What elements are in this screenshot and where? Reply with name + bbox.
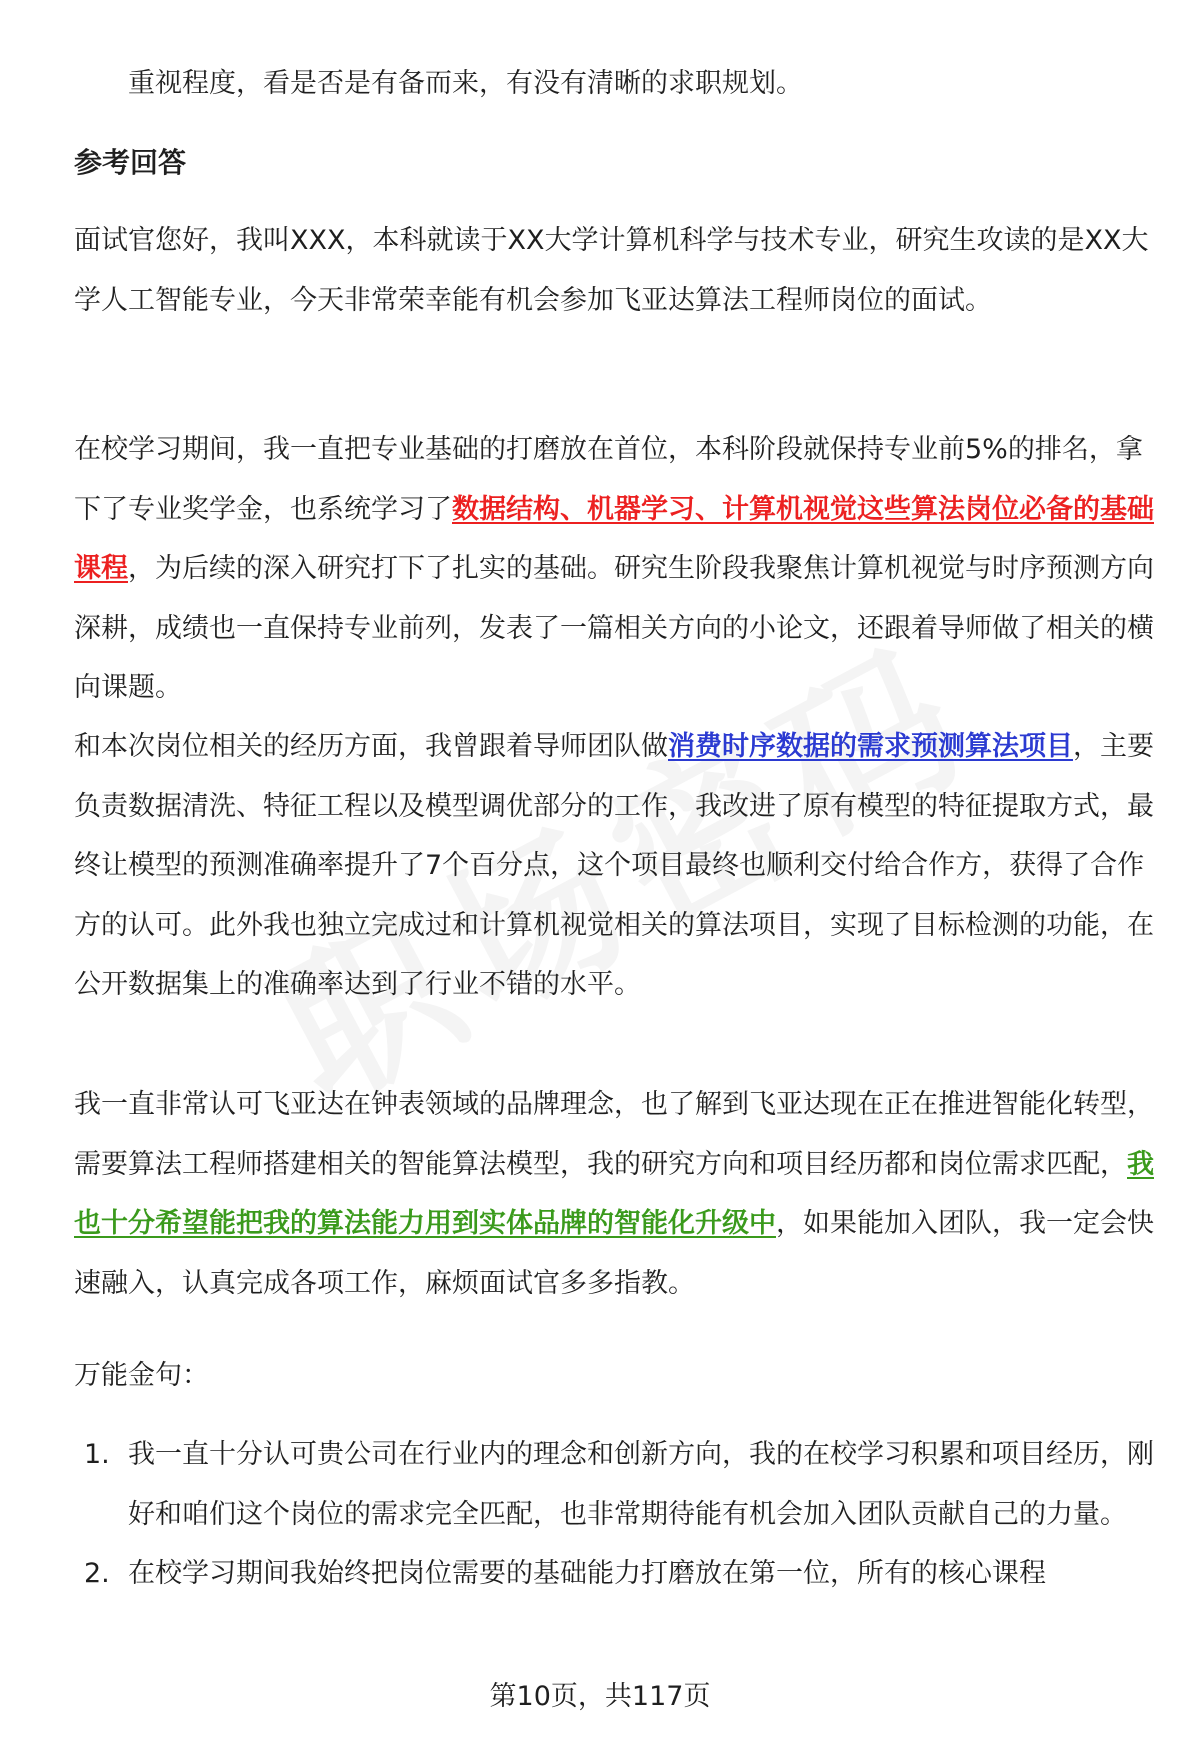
list-item-text: 我一直十分认可贵公司在行业内的理念和创新方向，我的在校学习积累和项目经历，刚好和咱们这个岗位的需求完全匹配，也非常期待能有机会加入团队贡献自己的力量。 [128, 1439, 1154, 1530]
study-text-a: 在校学习期间，我一直把专业基础的打磨放在首位，本科阶段就保持专业前5%的排名，拿下了专业奖学金，也系统学习了 [74, 434, 1143, 525]
list-number: 1. [84, 1439, 110, 1470]
highlight-project: 消费时序数据的需求预测算法项目 [668, 731, 1073, 762]
golden-sentences-list [74, 1425, 1154, 1604]
paragraph-continuation: 重视程度，看是否是有备而来，有没有清晰的求职规划。 [128, 68, 803, 99]
page-footer: 第10页，共117页 [489, 1681, 711, 1712]
list-item-text: 在校学习期间我始终把岗位需要的基础能力打磨放在第一位，所有的核心课程 [128, 1558, 1046, 1589]
study-text-b: ，为后续的深入研究打下了扎实的基础。研究生阶段我聚焦计算机视觉与时序预测方向深耕，成绩也一直保持专业前列，发表了一篇相关方向的小论文，还跟着导师做了相关的横向课题。 [74, 553, 1154, 703]
list-item [74, 1544, 1154, 1604]
exp-text-a: 和本次岗位相关的经历方面，我曾跟着导师团队做 [74, 731, 668, 762]
paragraph-experience [74, 717, 1154, 1015]
section-heading: 参考回答 [74, 146, 187, 179]
exp-text-b: ，主要负责数据清洗、特征工程以及模型调优部分的工作，我改进了原有模型的特征提取方式，最终让模型的预测准确率提升了7个百分点，这个项目最终也顺利交付给合作方，获得了合作方的认可。此外我也独立完成过和计算机视觉相关的算法项目，实现了目标检测的功能，在公开数据集上的准确率达到了行业不错的水平。 [74, 731, 1154, 1000]
highlight-courses: 数据结构、机器学习、计算机视觉这些算法岗位必备的基础课程 [74, 493, 1154, 584]
paragraph-brand [74, 1075, 1154, 1313]
paragraph-study [74, 420, 1154, 718]
highlight-aspiration: 我也十分希望能把我的算法能力用到实体品牌的智能化升级中 [74, 1148, 1154, 1239]
golden-sentences-title: 万能金句： [74, 1360, 209, 1391]
list-number: 2. [84, 1558, 110, 1589]
brand-text-a: 我一直非常认可飞亚达在钟表领域的品牌理念，也了解到飞亚达现在正在推进智能化转型，需要算法工程师搭建相关的智能算法模型，我的研究方向和项目经历都和岗位需求匹配， [74, 1089, 1154, 1180]
paragraph-intro: 面试官您好，我叫XXX，本科就读于XX大学计算机科学与技术专业，研究生攻读的是XX大学人工智能专业，今天非常荣幸能有机会参加飞亚达算法工程师岗位的面试。 [74, 225, 1149, 316]
list-item [74, 1425, 1154, 1544]
brand-text-b: ，如果能加入团队，我一定会快速融入，认真完成各项工作，麻烦面试官多多指教。 [74, 1208, 1154, 1299]
